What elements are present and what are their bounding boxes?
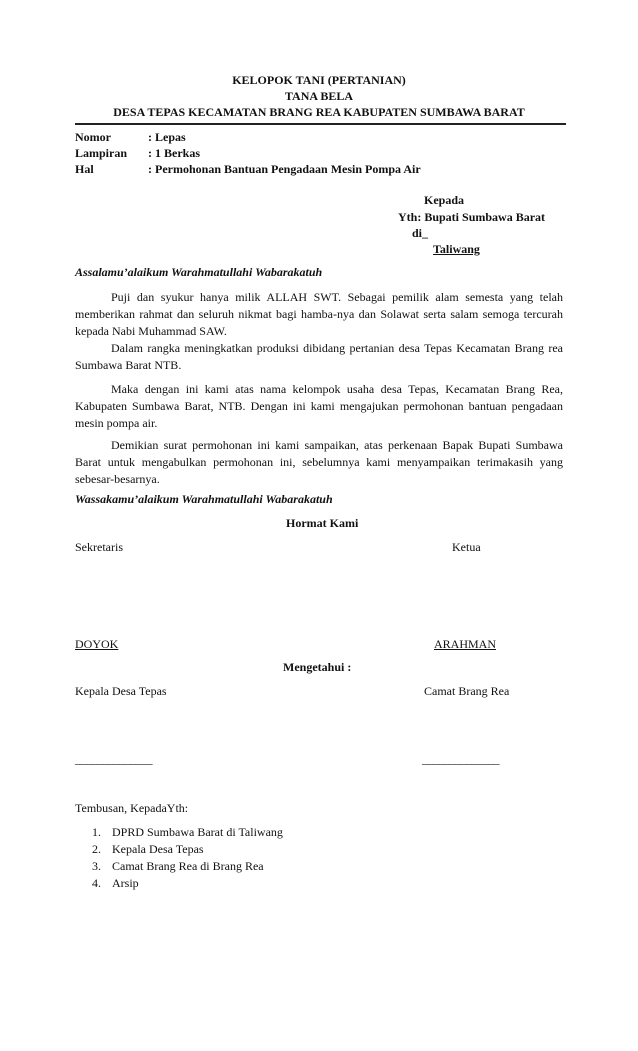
hormat-kami: Hormat Kami	[286, 516, 359, 530]
nomor-value: : Lepas	[148, 130, 186, 144]
lampiran-value: : 1 Berkas	[148, 146, 200, 160]
body-paragraph-2	[75, 340, 563, 374]
signature-left-name: DOYOK	[75, 637, 119, 651]
list-item	[92, 841, 283, 858]
approver-left-role: Kepala Desa Tepas	[75, 684, 167, 698]
approver-left-signature-line: ______________	[75, 752, 152, 766]
recipient-di: di_	[412, 226, 429, 240]
header-divider	[75, 123, 566, 125]
body-paragraph-4	[75, 437, 563, 488]
header-line-1: KELOPOK TANI (PERTANIAN)	[232, 73, 406, 87]
list-item	[92, 858, 283, 875]
nomor-label: Nomor	[75, 130, 111, 144]
body-paragraph-1	[75, 289, 563, 340]
paragraph-text: Dalam rangka meningkatkan produksi dibidang pertanian desa Tepas Kecamatan Brang rea Sumbawa Barat NTB.	[75, 341, 563, 372]
recipient-place: Taliwang	[433, 242, 480, 256]
hal-label: Hal	[75, 162, 94, 176]
paragraph-text: Puji dan syukur hanya milik ALLAH SWT. Sebagai pemilik alam semesta yang telah memberikan rahmat dan seluruh nikmat bagi hamba-nya dan Solawat serta salam semoga tercurah kepada Nabi Muhammad SAW.	[75, 290, 563, 338]
signature-right-name: ARAHMAN	[434, 637, 497, 651]
signature-left-role: Sekretaris	[75, 540, 123, 554]
list-item	[92, 875, 283, 892]
mengetahui-label: Mengetahui :	[283, 660, 352, 674]
body-paragraph-3	[75, 381, 563, 432]
salutation: Assalamu’alaikum Warahmatullahi Wabarakatuh	[75, 265, 323, 279]
header-line-3: DESA TEPAS KECAMATAN BRANG REA KABUPATEN SUMBAWA BARAT	[113, 105, 525, 119]
list-item-number: 2.	[92, 842, 101, 856]
recipient-yth: Yth: Bupati Sumbawa Barat	[398, 210, 546, 224]
list-item	[92, 824, 283, 841]
list-item-text: Arsip	[112, 876, 139, 890]
paragraph-text: Demikian surat permohonan ini kami sampaikan, atas perkenaan Bapak Bupati Sumbawa Barat untuk mengabulkan permohonan ini, sebelumnya kami menyampaikan terimakasih yang sebesar-besarnya.	[75, 438, 563, 486]
approver-right-signature-line: ______________	[422, 752, 499, 766]
paragraph-text: Maka dengan ini kami atas nama kelompok usaha desa Tepas, Kecamatan Brang Rea, Kabupaten Sumbawa Barat, NTB. Dengan ini kami mengajukan permohonan bantuan pengadaan mesin pompa air.	[75, 382, 563, 430]
tembusan-list	[92, 824, 283, 892]
list-item-text: Camat Brang Rea di Brang Rea	[112, 859, 264, 873]
lampiran-label: Lampiran	[75, 146, 128, 160]
signature-right-role: Ketua	[452, 540, 481, 554]
hal-value: : Permohonan Bantuan Pengadaan Mesin Pompa Air	[148, 162, 421, 176]
list-item-number: 3.	[92, 859, 101, 873]
header-line-2: TANA BELA	[284, 89, 354, 103]
closing-greeting: Wassakamu’alaikum Warahmatullahi Wabarakatuh	[75, 492, 333, 506]
list-item-number: 4.	[92, 876, 101, 890]
list-item-text: DPRD Sumbawa Barat di Taliwang	[112, 825, 283, 839]
tembusan-label: Tembusan, KepadaYth:	[75, 801, 189, 815]
list-item-number: 1.	[92, 825, 101, 839]
recipient-kepada: Kepada	[424, 193, 465, 207]
approver-right-role: Camat Brang Rea	[424, 684, 510, 698]
list-item-text: Kepala Desa Tepas	[112, 842, 204, 856]
